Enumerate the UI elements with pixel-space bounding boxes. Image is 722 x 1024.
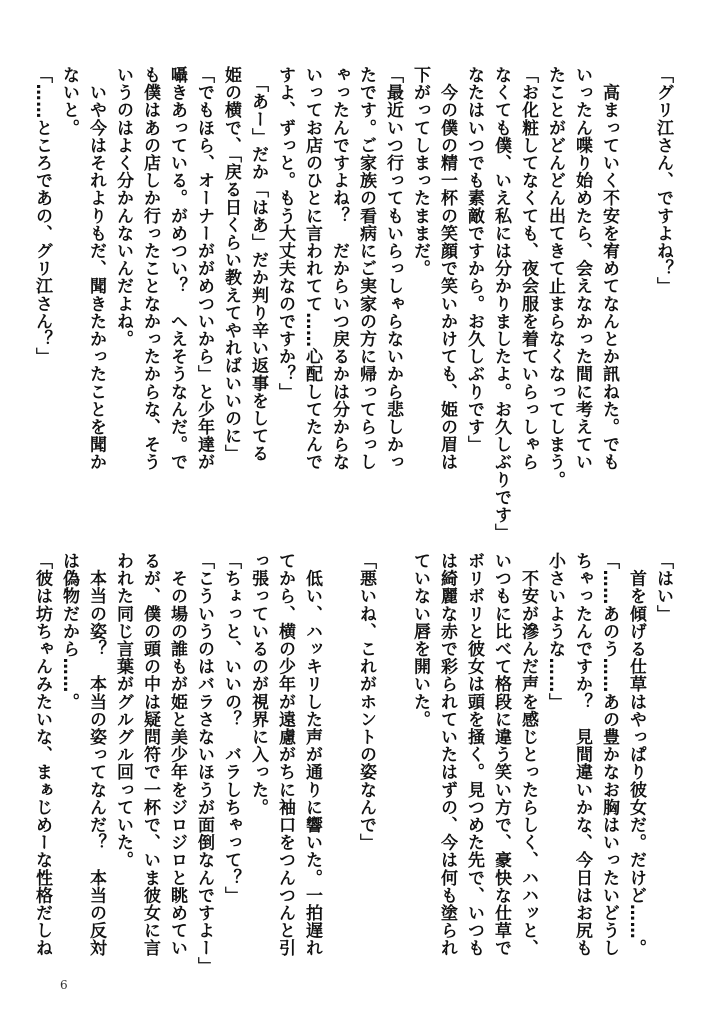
lower-text-block: 「はい」 首を傾げる仕草はやっぱり彼女だ。だけど……。 「……あのう……あの豊かなお胸はいったいどうし ちゃったんですか？ 見間違いかな、今日はお尻も 小さいような……」 不安が滲んだ声を感じとったらしく、ハハッと、 いつもに比べて格段に違う笑い方で、豪快な仕草で ボリボリと彼女は頭を掻く。見つめた先で、いつも は綺麗な赤で彩られていたはずの、今は何も塗られ ていない唇を開いた。 「悪いね、これがホントの姿なんで」 低い、ハッキリした声が通りに響いた。一拍遅れ てから、横の少年が遠慮がちに袖口をつんつんと引 っ張っているのが視界に入った。 「ちょっと、いいの？ バラしちゃって？」 「こういうのはバラさないほうが面倒なんですよー」 その場の誰もが姫と美少年をジロジロと眺めてい るが、僕の頭の中は疑問符で一杯で、いま彼女に言 われた同じ言葉がグルグル回っていた。 本当の姿？ 本当の姿ってなんだ？ 本当の反対 は偽物だから……。 「彼は坊ちゃんみたいな、まぁじめーな性格だしね — [32, 552, 673, 975]
page-number: 6 — [60, 978, 68, 992]
upper-text-block: 「グリ江さん、ですよね？」 高まっていく不安を宥めてなんとか訊ねた。でも いったん喋り始めたら、会えなかった間に考えてい たことがどんどん出てきて止まらなくなってしまう。 「お化粧してなくても、夜会服を着ていらっしゃら なくても僕、いえ私には分かりましたよ。お久しぶりです」 なたはいつでも素敵ですから。お久しぶりです」 今の僕の精一杯の笑顔で笑いかけても、姫の眉は 下がってしまったままだ。 「最近いつ行ってもいらっしゃらないから悲しかっ たです。ご家族の看病にご実家の方に帰ってらっし ゃったんですよね？ だからいつ戻るかは分からな いってお店のひとに言われてて……心配してたんで すよ、ずっと。もう大丈夫なのですか？」 「あー」だか「はあ」だか判り辛い返事をしてる 姫の横で、「戻る日くらい教えてやればいいのに」 「でもほら、オーナーががめついから」と少年達が 囁きあっている。がめつい？ へえそうなんだ。で も僕はあの店しか行ったことなかったからな、そう いうのはよく分かんないんだよね。 いや今はそれよりもだ、聞きたかったことを聞か ないと。 「……ところであの、グリ江さん？」 — [32, 66, 673, 542]
